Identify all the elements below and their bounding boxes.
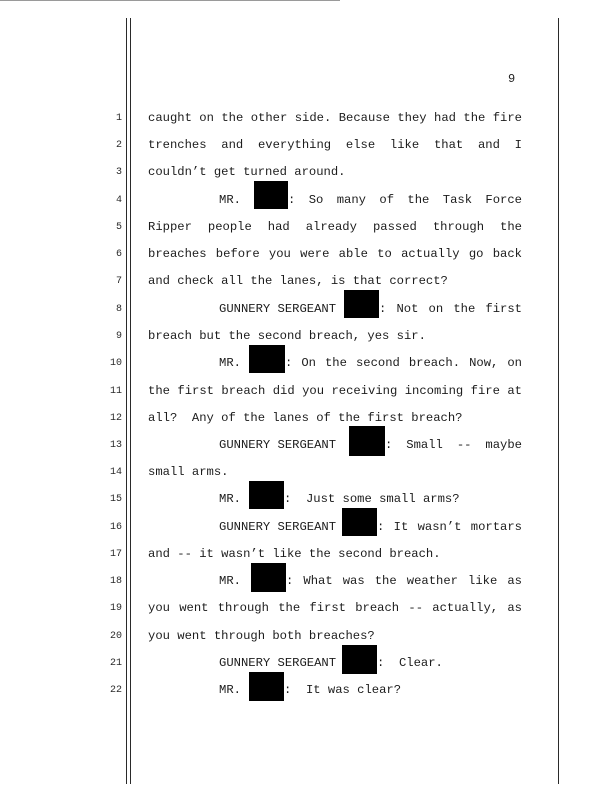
transcript-line: : So many of the Task Force [288, 193, 522, 207]
transcript-line: : Just some small arms? [284, 492, 460, 506]
line-number: 9 [115, 331, 122, 342]
speaker-label: GUNNERY SERGEANT [219, 302, 337, 316]
transcript-line: caught on the other side. Because they had the fire [148, 111, 522, 125]
line-number: 21 [109, 658, 122, 669]
right-margin-rule [558, 18, 559, 784]
redaction-block [249, 672, 284, 701]
line-number: 13 [109, 440, 122, 451]
line-number: 18 [109, 576, 122, 587]
transcript-line: : It wasn’t mortars [377, 520, 522, 534]
line-number: 12 [109, 413, 122, 424]
line-number: 22 [109, 685, 122, 696]
line-number: 8 [115, 304, 122, 315]
redaction-block [344, 290, 379, 318]
line-number: 3 [115, 167, 122, 178]
speaker-label: MR. [219, 356, 241, 370]
redaction-block [342, 645, 377, 674]
transcript-line: : What was the weather like as [286, 574, 522, 588]
redaction-block [251, 563, 286, 592]
transcript-line: : Clear. [377, 656, 443, 670]
transcript-line: couldn’t get turned around. [148, 165, 346, 179]
speaker-label: MR. [219, 492, 241, 506]
transcript-line: trenches and everything else like that and I [148, 138, 522, 152]
top-rule [0, 0, 340, 1]
redaction-block [249, 481, 284, 509]
transcript-line: all? Any of the lanes of the first breach? [148, 411, 463, 425]
speaker-label: GUNNERY SERGEANT [219, 520, 337, 534]
line-number: 5 [115, 222, 122, 233]
speaker-label: MR. [219, 574, 241, 588]
speaker-label: MR. [219, 683, 241, 697]
transcript-line: and -- it wasn’t like the second breach. [148, 547, 441, 561]
transcript-line: and check all the lanes, is that correct? [148, 274, 448, 288]
line-number: 16 [109, 522, 122, 533]
transcript-line: breach but the second breach, yes sir. [148, 329, 426, 343]
transcript-line: : On the second breach. Now, on [285, 356, 522, 370]
speaker-label: GUNNERY SERGEANT [219, 438, 337, 452]
redaction-block [249, 345, 285, 373]
speaker-label: GUNNERY SERGEANT [219, 656, 337, 670]
line-number: 19 [109, 603, 122, 614]
transcript-line: : It was clear? [284, 683, 402, 697]
redaction-block [349, 426, 385, 456]
line-number: 4 [115, 195, 122, 206]
line-number: 14 [109, 467, 122, 478]
transcript-line: you went through both breaches? [148, 629, 375, 643]
redaction-block [254, 181, 288, 209]
line-number: 1 [115, 113, 122, 124]
transcript-line: Ripper people had already passed through the [148, 220, 522, 234]
line-number: 20 [109, 631, 122, 642]
speaker-label: MR. [219, 193, 241, 207]
transcript-line: you went through the first breach -- actually, as [148, 601, 522, 615]
transcript-line: : Not on the first [379, 302, 522, 316]
left-margin-rule [126, 18, 127, 784]
line-number: 15 [109, 494, 122, 505]
line-number: 11 [109, 386, 122, 397]
transcript-line: the first breach did you receiving incoming fire at [148, 384, 522, 398]
line-number: 17 [109, 549, 122, 560]
left-margin-rule-inner [130, 18, 131, 784]
transcript-line: breaches before you were able to actually go back [148, 247, 522, 261]
transcript-line: : Small -- maybe [385, 438, 522, 452]
line-number: 10 [109, 358, 122, 369]
line-number: 2 [115, 140, 122, 151]
transcript-line: small arms. [148, 465, 229, 479]
line-number: 6 [115, 249, 122, 260]
page-number: 9 [508, 72, 516, 86]
line-number: 7 [115, 276, 122, 287]
redaction-block [342, 508, 377, 536]
